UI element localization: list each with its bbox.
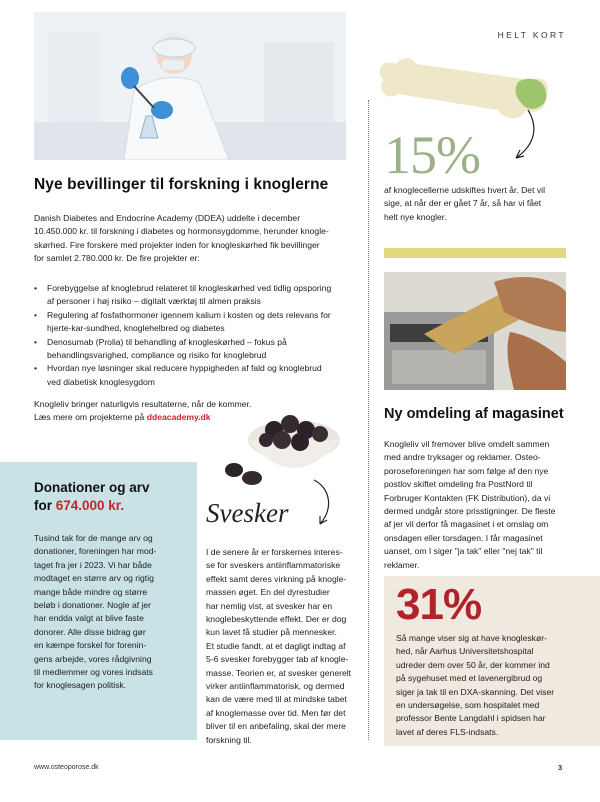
- column-divider: [368, 100, 369, 740]
- stat-15-value: 15%: [384, 125, 480, 185]
- list-item: • Denosumab (Prolia) til behandling af knogleskørhed – fokus på behandlingsvarighed, compliance og risiko for knoglebrud: [34, 336, 354, 363]
- page-number: 3: [558, 763, 563, 772]
- list-item: • Hvordan nye løsninger skal reducere hyppigheden af fald og knoglebrud ved diabetisk knoglesygdom: [34, 362, 354, 389]
- mailbox-photo: [384, 272, 566, 390]
- donations-amount-line: for 674.000 kr.: [34, 498, 125, 513]
- omdeling-title: Ny omdeling af magasinet: [384, 406, 564, 422]
- donations-amount: 674.000 kr.: [55, 498, 125, 513]
- lab-researcher-photo: [34, 12, 346, 160]
- curved-arrow-icon: [300, 478, 344, 528]
- footer-url[interactable]: www.osteoporose.dk: [34, 764, 99, 771]
- list-item: • Forebyggelse af knoglebrud relateret til knogleskørhed ved tidlig opsporing af personer i høj risiko – digitalt værktøj til almen praksis: [34, 282, 354, 309]
- omdeling-text: Knogleliv vil fremover blive omdelt sammen med andre tryksager og reklamer. Osteo- poroseforeningen har som følge af den nye postlov skiftet omdeling fra PostNord til Forbruger Kontakten (FK Distribution), da vi dermed undgår store prisstigninger. De fleste af jer vil derfor få magasinet i et omslag om onsdagen eller torsdagen. I får magasinet uanset, om I siger "ja tak" eller "nej tak" til reklamer.: [384, 439, 556, 570]
- yellow-divider-bar: [384, 248, 566, 258]
- curved-arrow-icon: [498, 106, 548, 166]
- research-title: Nye bevillinger til forskning i knoglerne: [34, 176, 329, 193]
- section-label: HELT KORT: [497, 30, 566, 40]
- svesker-title: Svesker: [206, 498, 289, 528]
- research-outro: Knogleliv bringer naturligvis resultaterne, når de kommer. Læs mere om projekterne på ddeacademy.dk: [34, 399, 252, 423]
- stat-15-text: af knoglecellerne udskiftes hvert år. Det vil sige, at når der er gået 7 år, så har vi fået helt nye knogler.: [384, 185, 545, 222]
- stat-31-text: Så mange viser sig at have knogleskør- hed, når Aarhus Universitetshospital udreder dem over 50 år, der kommer ind på sygehuset med et lavenergibrud og siger ja tak til en DXA-skanning. Det viser en undersøgelse, som hospitalet med professor Bente Langdahl i spidsen har lavet af deres FLS-indsats.: [396, 633, 555, 737]
- ddeacademy-link[interactable]: ddeacademy.dk: [146, 412, 211, 423]
- research-intro: Danish Diabetes and Endocrine Academy (DDEA) uddelte i december 10.450.000 kr. til forskning i diabetes og hormonsygdomme, herunder knogle- skørhed. Fire forskere med projekter inden for knogleskørhed fik bevillinger for samlet 2.780.000 kr. De fire projekter er:: [34, 213, 329, 264]
- svesker-text: I de senere år er forskernes interes- se for sveskers antiinflammatoriske effekt samt deres virkning på knogle- massen øget. En del dyrestudier har nemlig vist, at svesker har en knoglebeskyttende effekt. Der er dog kun lavet få studier på mennesker. Et studie fandt, at et dagligt indtag af 5-6 svesker forebygger tab af knogle- masse. Teorien er, at svesker generelt virker antiinflammatorisk, og dermed kan de være med til at mindske tabet af knoglemasse over tid. Men før det bliver til en anbefaling, skal der mere forskning til.: [206, 547, 352, 745]
- donations-text: Tusind tak for de mange arv og donationer, foreningen har mod- taget fra jer i 2023. Vi har både modtaget en større arv og rigtig mange både mindre og større beløb i donationer. Nogle af jer har endda valgt at blive faste donorer. Alle disse bidrag gør en kæmpe forskel for forenin- gens arbejde, vores rådgivning til medlemmer og vores indsats for knoglesagen politisk.: [34, 533, 157, 691]
- stat-31-value: 31%: [396, 580, 482, 629]
- list-item: • Regulering af fosfathormoner igennem kalium i kosten og dets relevans for hjerte-kar-sundhed, knoglehelbred og diabetes: [34, 309, 354, 336]
- research-bullet-list: [34, 282, 354, 389]
- donations-title: Donationer og arv: [34, 480, 150, 495]
